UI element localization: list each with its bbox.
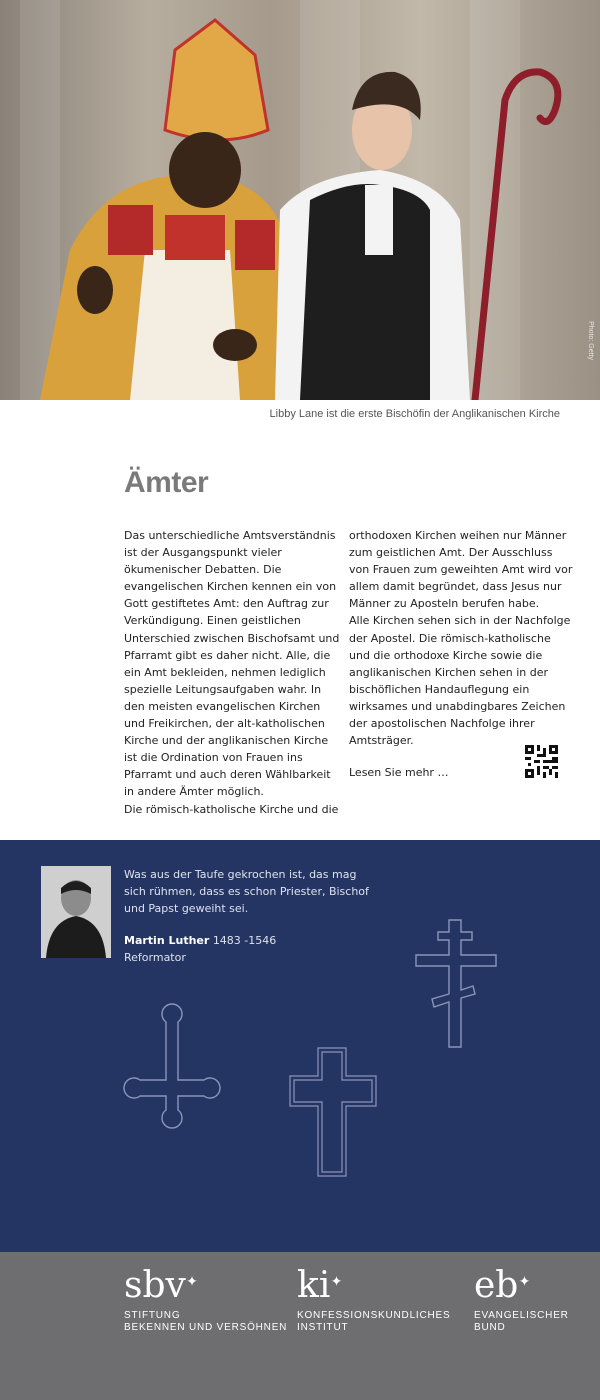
bishop-hand xyxy=(77,266,113,314)
orthodox-cross-icon xyxy=(416,920,496,1047)
quote-author: Martin Luther xyxy=(124,934,210,947)
bishop-shield-right xyxy=(235,220,275,270)
tabs xyxy=(365,185,393,255)
bishop-shield-left xyxy=(108,205,153,255)
photo-credit: Photo: Getty xyxy=(587,321,594,360)
article-paragraph: orthodoxen Kirchen weihen nur Männer zum geistlichen Amt. Der Ausschluss von Frauen zum geweihten Amt wird vor allem damit begründet, dass Jesus nur Männer zu Aposteln berufen habe. xyxy=(349,529,573,611)
header-photo xyxy=(0,0,600,400)
article-column-1 xyxy=(124,527,344,818)
decorative-crosses xyxy=(0,840,600,1252)
logo-subtitle: STIFTUNG BEKENNEN UND VERSÖHNEN xyxy=(124,1310,288,1333)
logo-subtitle: KONFESSIONSKUNDLICHES INSTITUT xyxy=(297,1310,451,1333)
logo-mark: sbv ✦ xyxy=(124,1266,186,1306)
quote-years: 1483 -1546 xyxy=(212,934,277,947)
star-icon: ✦ xyxy=(186,1274,198,1290)
bishop-orphrey xyxy=(165,215,225,260)
logo-mark: ki ✦ xyxy=(297,1266,330,1306)
article-paragraph: Alle Kirchen sehen sich in der Nachfolge der Apostel. Die römisch-katholische und die orthodoxe Kirche sowie die anglikanischen Kirchen sehen in der bischöflichen Handauflegung ein wirksames und unabdingbares Zeichen der apostolischen Nachfolge ihrer Amtsträger. xyxy=(349,614,571,748)
qr-code-icon[interactable] xyxy=(525,745,558,778)
bishop-alb xyxy=(130,250,240,400)
logo-subtitle: EVANGELISCHER BUND xyxy=(474,1310,569,1333)
photo-caption: Libby Lane ist die erste Bischöfin der Anglikanischen Kirche xyxy=(269,408,560,420)
footer xyxy=(0,1252,600,1400)
latin-cross-icon xyxy=(290,1048,376,1176)
bishop-face xyxy=(169,132,241,208)
logo-sbv[interactable] xyxy=(124,1266,287,1334)
mitre xyxy=(165,20,268,140)
article-paragraph: Das unterschiedliche Amtsverständnis ist der Ausgangspunkt vieler ökumenischer Debatten. Die evangelischen Kirchen kennen ein von Gott gestiftetes Amt: den Auftrag zur Verkündigung. Einen geistlichen Unterschied zwischen Bischofsamt und Pfarramt gibt es daher nicht. Alle, die ein Amt bekleiden, nehmen lediglich spezielle Leitungsaufgaben wahr. In den meisten evangelischen Kirchen und Freikirchen, der alt-katholischen Kirche und der anglikanischen Kirche ist die Ordination von Frauen ins Pfarramt und auch deren Wählbarkeit in andere Ämter möglich. xyxy=(124,529,340,799)
logo-mark: eb ✦ xyxy=(474,1266,518,1306)
read-more-link[interactable]: Lesen Sie mehr … xyxy=(349,766,449,779)
star-icon: ✦ xyxy=(330,1274,343,1290)
luther-quote: Was aus der Taufe gekrochen ist, das mag sich rühmen, dass es schon Priester, Bischof und Papst geweiht sei. xyxy=(124,868,369,915)
page-title: Ämter xyxy=(124,466,209,499)
budded-cross-icon xyxy=(124,1004,220,1128)
bishop-hand xyxy=(213,329,257,361)
photo-figures xyxy=(0,0,600,400)
crozier xyxy=(475,72,558,400)
logo-ki[interactable] xyxy=(297,1266,451,1334)
quote-role: Reformator xyxy=(124,951,186,964)
logo-eb[interactable] xyxy=(474,1266,569,1334)
star-icon: ✦ xyxy=(518,1274,531,1290)
quote-panel xyxy=(0,840,600,1252)
article-column-2 xyxy=(349,527,574,749)
article-paragraph: Die römisch-katholische Kirche und die xyxy=(124,802,339,816)
